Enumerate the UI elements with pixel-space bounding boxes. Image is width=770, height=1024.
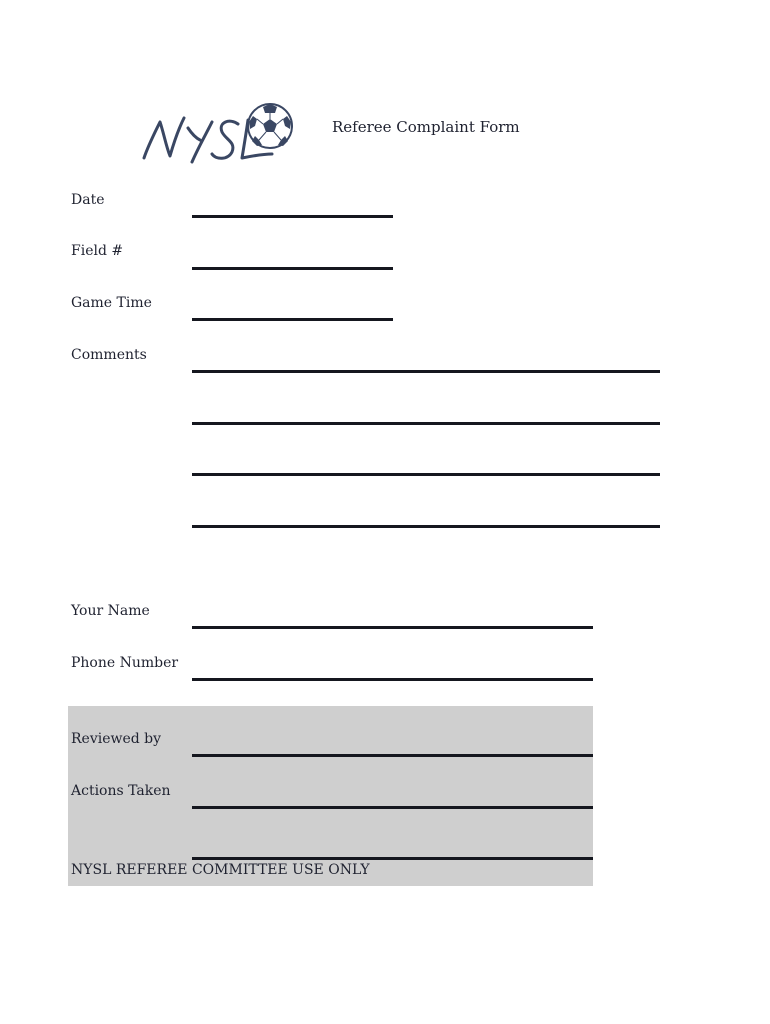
reviewed-by-line[interactable]: [192, 754, 593, 757]
phone-number-label: Phone Number: [71, 655, 179, 671]
comments-label: Comments: [71, 347, 147, 363]
actions-taken-line-1[interactable]: [192, 806, 593, 809]
your-name-label: Your Name: [71, 603, 150, 619]
comments-line-2[interactable]: [192, 422, 660, 425]
soccer-ball-logo-icon: [138, 102, 298, 168]
committee-use-only-note: NYSL REFEREE COMMITTEE USE ONLY: [71, 862, 370, 878]
comments-line-3[interactable]: [192, 473, 660, 476]
reviewed-by-label: Reviewed by: [71, 731, 162, 747]
comments-line-4[interactable]: [192, 525, 660, 528]
date-line[interactable]: [192, 215, 393, 218]
nysl-logo: [138, 102, 298, 168]
phone-number-line[interactable]: [192, 678, 593, 681]
field-number-line[interactable]: [192, 267, 393, 270]
actions-taken-line-2[interactable]: [192, 857, 593, 860]
form-title: Referee Complaint Form: [332, 118, 520, 136]
actions-taken-label: Actions Taken: [71, 783, 171, 799]
field-number-label: Field #: [71, 243, 124, 259]
date-label: Date: [71, 192, 105, 208]
game-time-label: Game Time: [71, 295, 152, 311]
comments-line-1[interactable]: [192, 370, 660, 373]
game-time-line[interactable]: [192, 318, 393, 321]
your-name-line[interactable]: [192, 626, 593, 629]
